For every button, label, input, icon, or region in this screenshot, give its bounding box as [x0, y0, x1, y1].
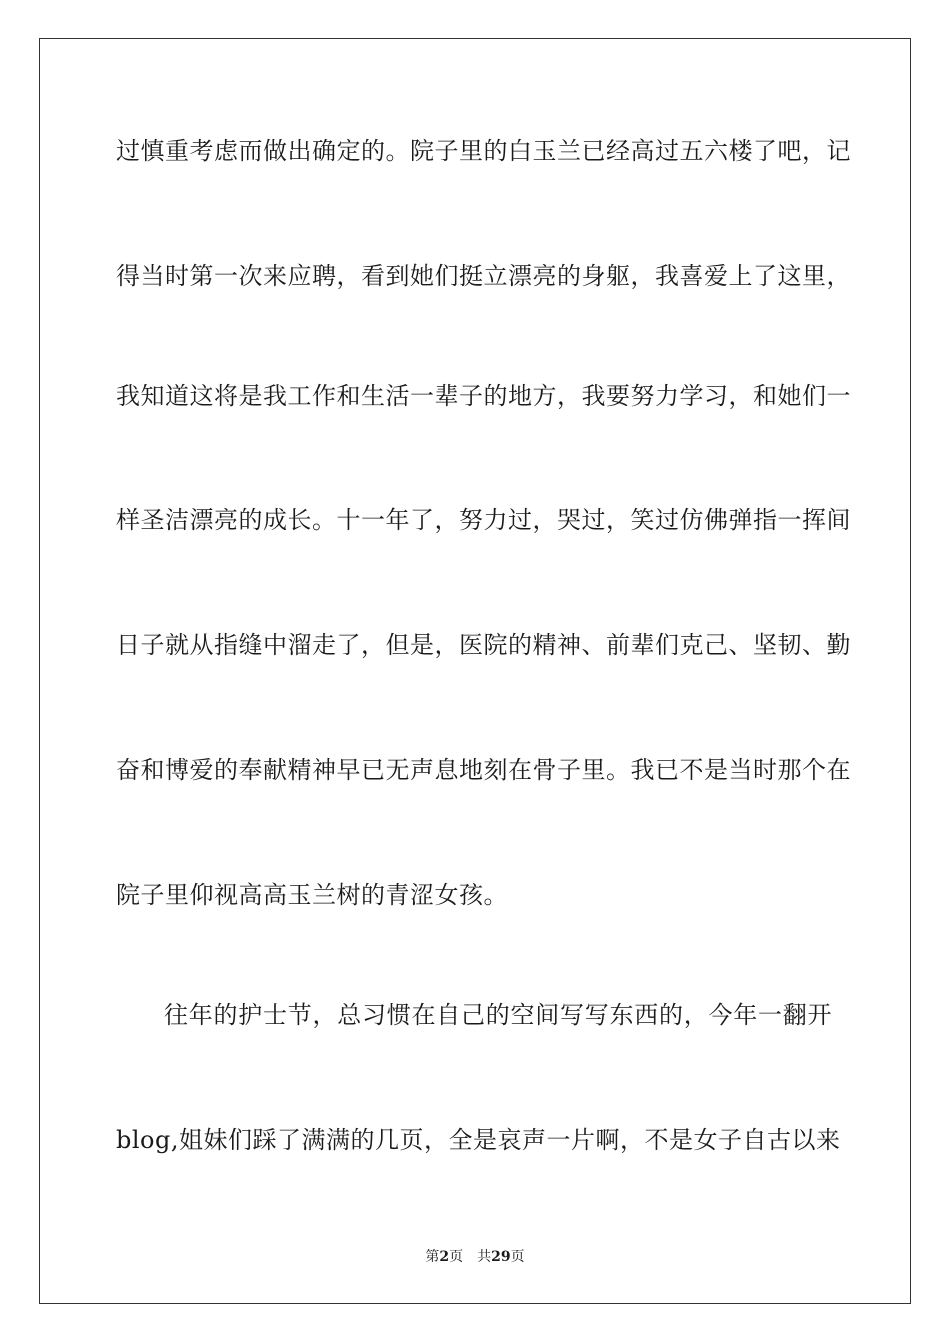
- paragraph-indented-line: 往年的护士节，总习惯在自己的空间写写东西的，今年一翻开: [164, 1001, 832, 1029]
- text-line-9: blog,姐妹们踩了满满的几页，全是哀声一片啊，不是女子自古以来: [116, 1126, 841, 1154]
- text-line-5: 日子就从指缝中溜走了，但是，医院的精神、前辈们克己、坚韧、勤: [116, 631, 851, 659]
- page-suffix: 页: [449, 1249, 464, 1265]
- total-prefix: 共: [477, 1249, 492, 1265]
- text-line-7: 院子里仰视高高玉兰树的青涩女孩。: [116, 881, 508, 909]
- page-border: [39, 38, 911, 1304]
- text-line-6: 奋和博爱的奉献精神早已无声息地刻在骨子里。我已不是当时那个在: [116, 756, 851, 784]
- text-line-4: 样圣洁漂亮的成长。十一年了，努力过，哭过，笑过仿佛弹指一挥间: [116, 506, 851, 534]
- total-pages: 29: [491, 1249, 511, 1265]
- page-prefix: 第: [425, 1249, 440, 1265]
- page-footer: [0, 1248, 950, 1266]
- text-line-1: 过慎重考虑而做出确定的。院子里的白玉兰已经高过五六楼了吧，记: [116, 137, 851, 165]
- text-line-2: 得当时第一次来应聘，看到她们挺立漂亮的身躯，我喜爱上了这里，: [116, 262, 851, 290]
- total-suffix: 页: [510, 1249, 525, 1265]
- page-number: 2: [439, 1249, 450, 1265]
- text-line-3: 我知道这将是我工作和生活一辈子的地方，我要努力学习，和她们一: [116, 382, 851, 410]
